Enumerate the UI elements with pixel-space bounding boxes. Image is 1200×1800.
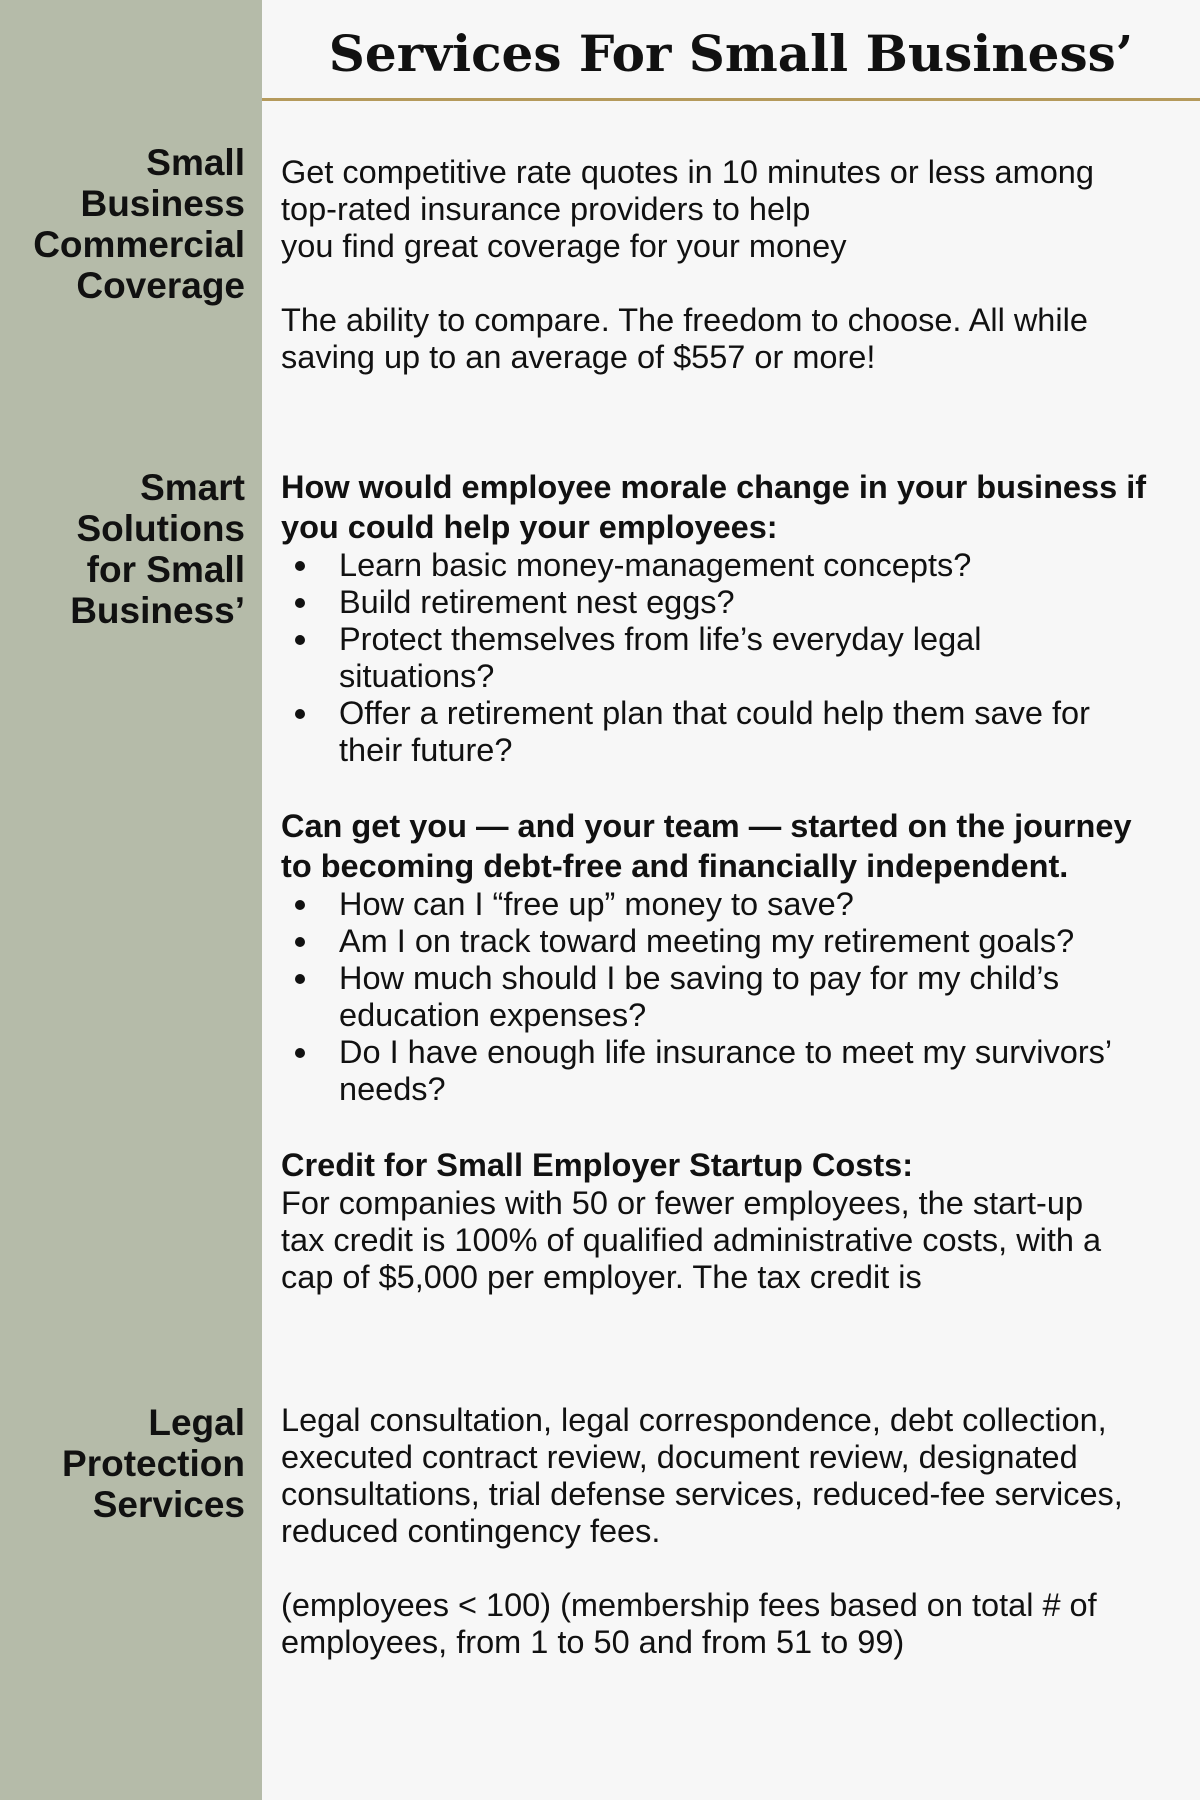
section-label-legal-protection bbox=[0, 1402, 245, 1525]
label-line: Legal bbox=[148, 1402, 245, 1443]
bullet-icon bbox=[295, 1048, 305, 1058]
label-line: Business’ bbox=[70, 590, 245, 631]
list-item bbox=[281, 695, 1181, 769]
bullet-icon bbox=[295, 900, 305, 910]
text-line: Am I on track toward meeting my retirement goals? bbox=[339, 923, 1075, 959]
text-line: you could help your employees: bbox=[281, 509, 778, 545]
coverage-paragraph bbox=[281, 154, 1181, 265]
label-line: Protection bbox=[62, 1443, 245, 1484]
list-item bbox=[281, 1034, 1181, 1108]
list-item bbox=[281, 886, 1181, 923]
legal-services-paragraph bbox=[281, 1402, 1181, 1550]
label-line: Commercial bbox=[33, 224, 245, 265]
text-line: top-rated insurance providers to help bbox=[281, 191, 811, 227]
text-line: to becoming debt-free and financially independent. bbox=[281, 848, 1069, 884]
text-line: How much should I be saving to pay for my child’s bbox=[339, 960, 1060, 996]
bullet-icon bbox=[295, 974, 305, 984]
label-line: Smart bbox=[140, 467, 245, 508]
title-divider bbox=[262, 98, 1200, 101]
list-item bbox=[281, 923, 1181, 960]
text-line: situations? bbox=[339, 658, 495, 694]
list-item bbox=[281, 960, 1181, 1034]
text-line: cap of $5,000 per employer. The tax credit is bbox=[281, 1259, 922, 1295]
list-item bbox=[281, 547, 1181, 584]
startup-credit-heading: Credit for Small Employer Startup Costs: bbox=[281, 1147, 914, 1183]
bullet-icon bbox=[295, 561, 305, 571]
morale-heading bbox=[281, 467, 1181, 547]
page-title: Services For Small Business’ bbox=[328, 24, 1134, 83]
text-line: Build retirement nest eggs? bbox=[339, 584, 735, 620]
section-content-legal-protection bbox=[281, 1402, 1181, 1661]
section-label-commercial-coverage bbox=[0, 142, 245, 306]
text-line: For companies with 50 or fewer employees, the start-up bbox=[281, 1185, 1084, 1221]
text-line: How can I “free up” money to save? bbox=[339, 886, 854, 922]
text-line: reduced contingency fees. bbox=[281, 1513, 661, 1549]
bullet-icon bbox=[295, 635, 305, 645]
text-line: their future? bbox=[339, 732, 513, 768]
section-content-commercial-coverage bbox=[281, 154, 1181, 376]
text-line: Do I have enough life insurance to meet my survivors’ bbox=[339, 1034, 1113, 1070]
text-line: employees, from 1 to 50 and from 51 to 99) bbox=[281, 1624, 905, 1660]
text-line: How would employee morale change in your business if bbox=[281, 469, 1147, 505]
label-line: Solutions bbox=[76, 508, 245, 549]
text-line: The ability to compare. The freedom to choose. All while bbox=[281, 302, 1088, 338]
label-line: Small bbox=[146, 142, 245, 183]
text-line: Protect themselves from life’s everyday legal bbox=[339, 621, 982, 657]
text-line: needs? bbox=[339, 1071, 446, 1107]
list-item bbox=[281, 584, 1181, 621]
bullet-icon bbox=[295, 937, 305, 947]
compare-paragraph bbox=[281, 302, 1181, 376]
text-line: Learn basic money-management concepts? bbox=[339, 547, 972, 583]
text-line: you find great coverage for your money bbox=[281, 228, 847, 264]
financial-questions-list bbox=[281, 886, 1181, 1108]
label-line: Business bbox=[80, 183, 245, 224]
employee-benefits-list bbox=[281, 547, 1181, 769]
text-line: Get competitive rate quotes in 10 minutes or less among bbox=[281, 154, 1094, 190]
text-line: executed contract review, document review, designated bbox=[281, 1439, 1078, 1475]
section-label-smart-solutions bbox=[0, 467, 245, 631]
text-line: (employees < 100) (membership fees based on total # of bbox=[281, 1587, 1097, 1623]
list-item bbox=[281, 621, 1181, 695]
text-line: education expenses? bbox=[339, 997, 647, 1033]
membership-fees-paragraph bbox=[281, 1587, 1181, 1661]
bullet-icon bbox=[295, 709, 305, 719]
text-line: Offer a retirement plan that could help them save for bbox=[339, 695, 1090, 731]
journey-heading bbox=[281, 806, 1181, 886]
label-line: Coverage bbox=[76, 265, 245, 306]
text-line: consultations, trial defense services, reduced-fee services, bbox=[281, 1476, 1123, 1512]
startup-credit-paragraph bbox=[281, 1185, 1181, 1296]
text-line: Can get you — and your team — started on the journey bbox=[281, 808, 1132, 844]
label-line: Services bbox=[92, 1484, 245, 1525]
bullet-icon bbox=[295, 598, 305, 608]
section-content-smart-solutions bbox=[281, 467, 1181, 1296]
text-line: saving up to an average of $557 or more! bbox=[281, 339, 876, 375]
text-line: tax credit is 100% of qualified administrative costs, with a bbox=[281, 1222, 1102, 1258]
label-line: for Small bbox=[86, 549, 245, 590]
text-line: Legal consultation, legal correspondence, debt collection, bbox=[281, 1402, 1107, 1438]
